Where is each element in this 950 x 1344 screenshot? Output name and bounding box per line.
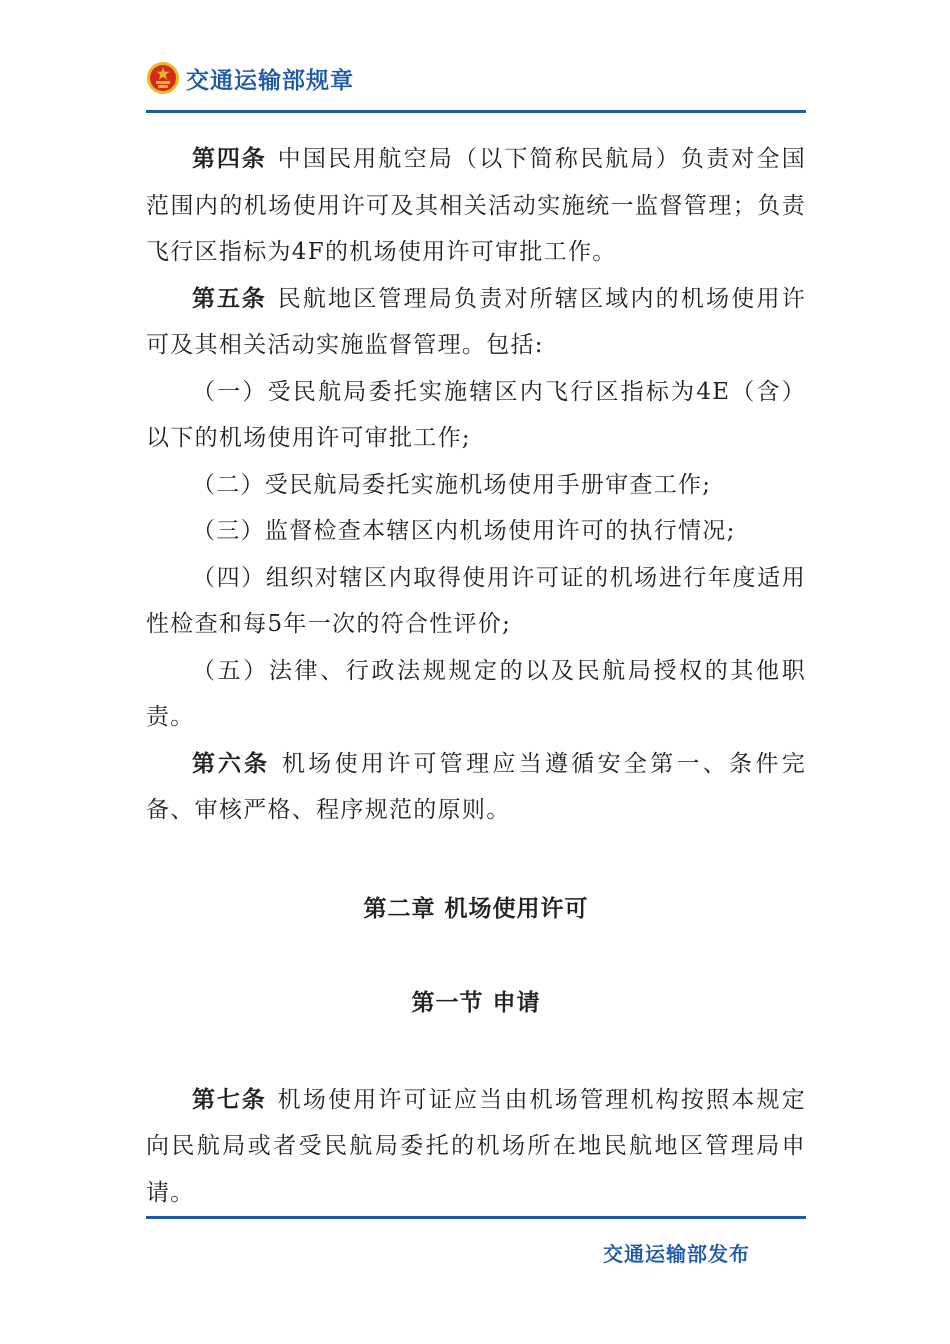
header <box>146 58 354 98</box>
header-rule <box>146 110 806 113</box>
header-title: 交通运输部规章 <box>186 67 354 94</box>
article-5-item: （五）法律、行政法规规定的以及民航局授权的其他职责。 <box>146 657 806 730</box>
article-7-label: 第七条 <box>192 1086 267 1113</box>
article-5-item: （三）监督检查本辖区内机场使用许可的执行情况; <box>192 518 736 544</box>
footer-publisher: 交通运输部发布 <box>603 1242 750 1266</box>
article-4-text: 中国民用航空局（以下简称民航局）负责对全国范围内的机场使用许可及其相关活动实施统一监督管理；负责飞行区指标为4F的机场使用许可审批工作。 <box>146 146 806 265</box>
national-emblem-icon <box>146 61 180 95</box>
chapter-title: 第二章 机场使用许可 <box>363 895 589 922</box>
article-7 <box>146 1077 806 1217</box>
article-6-label: 第六条 <box>192 750 270 777</box>
document-body <box>146 136 806 1216</box>
section-title: 第一节 申请 <box>411 990 541 1016</box>
article-5-text: 民航地区管理局负责对所辖区域内的机场使用许可及其相关活动实施监督管理。包括: <box>146 285 806 358</box>
article-5-label: 第五条 <box>192 285 267 312</box>
article-6 <box>146 741 806 834</box>
footer-rule <box>146 1216 806 1219</box>
article-6-text: 机场使用许可管理应当遵循安全第一、条件完备、审核严格、程序规范的原则。 <box>146 750 806 823</box>
article-5-item: （二）受民航局委托实施机场使用手册审查工作; <box>192 471 712 498</box>
article-5 <box>146 276 806 369</box>
article-7-text: 机场使用许可证应当由机场管理机构按照本规定向民航局或者受民航局委托的机场所在地民航地区管理局申请。 <box>146 1086 806 1206</box>
article-4 <box>146 136 806 276</box>
article-5-item: （一）受民航局委托实施辖区内飞行区指标为4E（含）以下的机场使用许可审批工作; <box>146 378 806 451</box>
article-4-label: 第四条 <box>192 146 267 172</box>
article-5-item: （四）组织对辖区内取得使用许可证的机场进行年度适用性检查和每5年一次的符合性评价; <box>146 564 806 637</box>
